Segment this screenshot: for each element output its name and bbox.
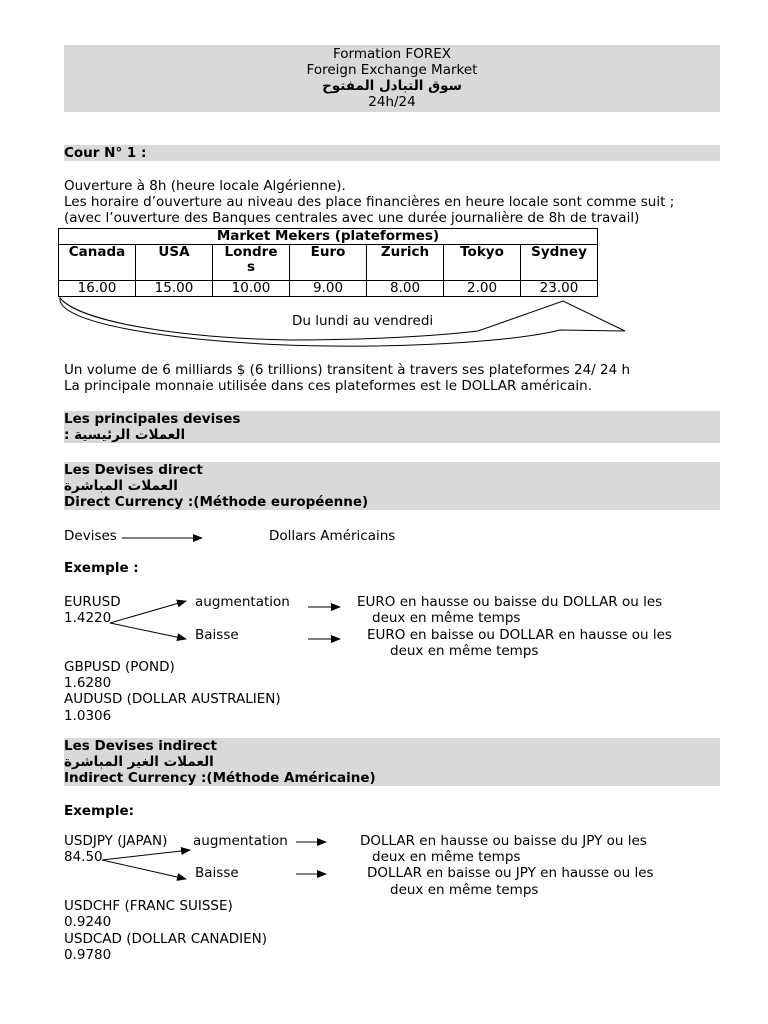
volume-line-1: Un volume de 6 milliards $ (6 trillions) transitent à travers ses plateformes 24/ 24 h	[64, 362, 631, 378]
usdjpy-rate: 84.50	[64, 849, 103, 865]
intro-line-1: Ouverture à 8h (heure locale Algérienne).	[64, 178, 346, 194]
weekday-note: Du lundi au vendredi	[292, 313, 434, 329]
gbpusd-rate: 1.6280	[64, 675, 112, 691]
direct-currency-title: Les Devises direct	[64, 462, 203, 478]
usdjpy-up-desc-2: deux en même temps	[372, 849, 521, 865]
intro-line-3: (avec l’ouverture des Banques centrales avec une durée journalière de 8h de travail)	[64, 210, 640, 226]
usdjpy-down-arrow	[102, 860, 186, 879]
gbpusd-pair: GBPUSD (POND)	[64, 659, 175, 675]
usdjpy-pair: USDJPY (JAPAN)	[64, 833, 168, 849]
city-londres: Londre s	[213, 245, 290, 281]
intro-line-2: Les horaire d’ouverture au niveau des place financières en heure locale sont comme suit ;	[64, 194, 675, 210]
direct-currency-method: Direct Currency :(Méthode européenne)	[64, 494, 369, 510]
title-line-arabic: سوق التبادل المفتوح	[322, 78, 462, 94]
usdjpy-down-desc-2: deux en même temps	[390, 882, 539, 898]
eurusd-up-desc-2: deux en même temps	[372, 610, 521, 626]
usdjpy-down-desc-1: DOLLAR en baisse ou JPY en hausse ou les	[367, 865, 654, 881]
hour-londres: 10.00	[213, 281, 290, 297]
eurusd-down-desc-1: EURO en baisse ou DOLLAR en hausse ou les	[367, 627, 672, 643]
city-tokyo: Tokyo	[444, 245, 521, 281]
indirect-example-title: Exemple:	[64, 803, 134, 819]
eurusd-down-arrow	[110, 623, 186, 639]
title-line-2: Foreign Exchange Market	[306, 62, 478, 78]
city-usa: USA	[136, 245, 213, 281]
audusd-pair: AUDUSD (DOLLAR AUSTRALIEN)	[64, 691, 281, 707]
audusd-rate: 1.0306	[64, 708, 112, 724]
usdjpy-up-label: augmentation	[193, 833, 288, 849]
city-canada: Canada	[59, 245, 136, 281]
eurusd-down-desc-2: deux en même temps	[390, 643, 539, 659]
usdchf-rate: 0.9240	[64, 914, 112, 930]
table-title: Market Mekers (plateformes)	[59, 229, 598, 245]
indirect-currency-method: Indirect Currency :(Méthode Américaine)	[64, 770, 376, 786]
course-title: Cour N° 1 :	[64, 145, 720, 161]
volume-line-2: La principale monnaie utilisée dans ces plateformes est le DOLLAR américain.	[64, 378, 593, 394]
indirect-currency-band	[64, 738, 720, 786]
direct-currency-arabic: العملات المباشرة	[64, 478, 178, 494]
usdchf-pair: USDCHF (FRANC SUISSE)	[64, 898, 233, 914]
usdjpy-up-desc-1: DOLLAR en hausse ou baisse du JPY ou les	[360, 833, 647, 849]
hour-zurich: 8.00	[367, 281, 444, 297]
eurusd-rate: 1.4220	[64, 610, 112, 626]
hour-canada: 16.00	[59, 281, 136, 297]
usdcad-pair: USDCAD (DOLLAR CANADIEN)	[64, 931, 268, 947]
principal-currencies-title: Les principales devises	[64, 411, 241, 427]
city-sydney: Sydney	[521, 245, 598, 281]
city-euro: Euro	[290, 245, 367, 281]
eurusd-up-arrow	[110, 601, 186, 623]
eurusd-up-desc-1: EURO en hausse ou baisse du DOLLAR ou les	[357, 594, 663, 610]
devises-label: Devises	[64, 528, 117, 544]
hour-tokyo: 2.00	[444, 281, 521, 297]
principal-currencies-arabic: العملات الرئيسية :	[64, 427, 186, 443]
principal-currencies-band	[64, 411, 720, 443]
indirect-currency-title: Les Devises indirect	[64, 738, 218, 754]
usdjpy-down-label: Baisse	[195, 865, 239, 881]
hour-euro: 9.00	[290, 281, 367, 297]
eurusd-down-label: Baisse	[195, 627, 239, 643]
indirect-currency-arabic: العملات الغير المباشرة	[64, 754, 214, 770]
eurusd-up-label: augmentation	[195, 594, 290, 610]
city-zurich: Zurich	[367, 245, 444, 281]
usdjpy-up-arrow	[102, 850, 190, 860]
direct-currency-band	[64, 462, 720, 510]
dollars-americains-label: Dollars Américains	[269, 528, 396, 544]
title-line-4: 24h/24	[368, 94, 416, 110]
title-line-1: Formation FOREX	[333, 46, 451, 62]
hour-usa: 15.00	[136, 281, 213, 297]
usdcad-rate: 0.9780	[64, 947, 112, 963]
direct-example-title: Exemple :	[64, 560, 139, 576]
hour-sydney: 23.00	[521, 281, 598, 297]
eurusd-pair: EURUSD	[64, 594, 121, 610]
